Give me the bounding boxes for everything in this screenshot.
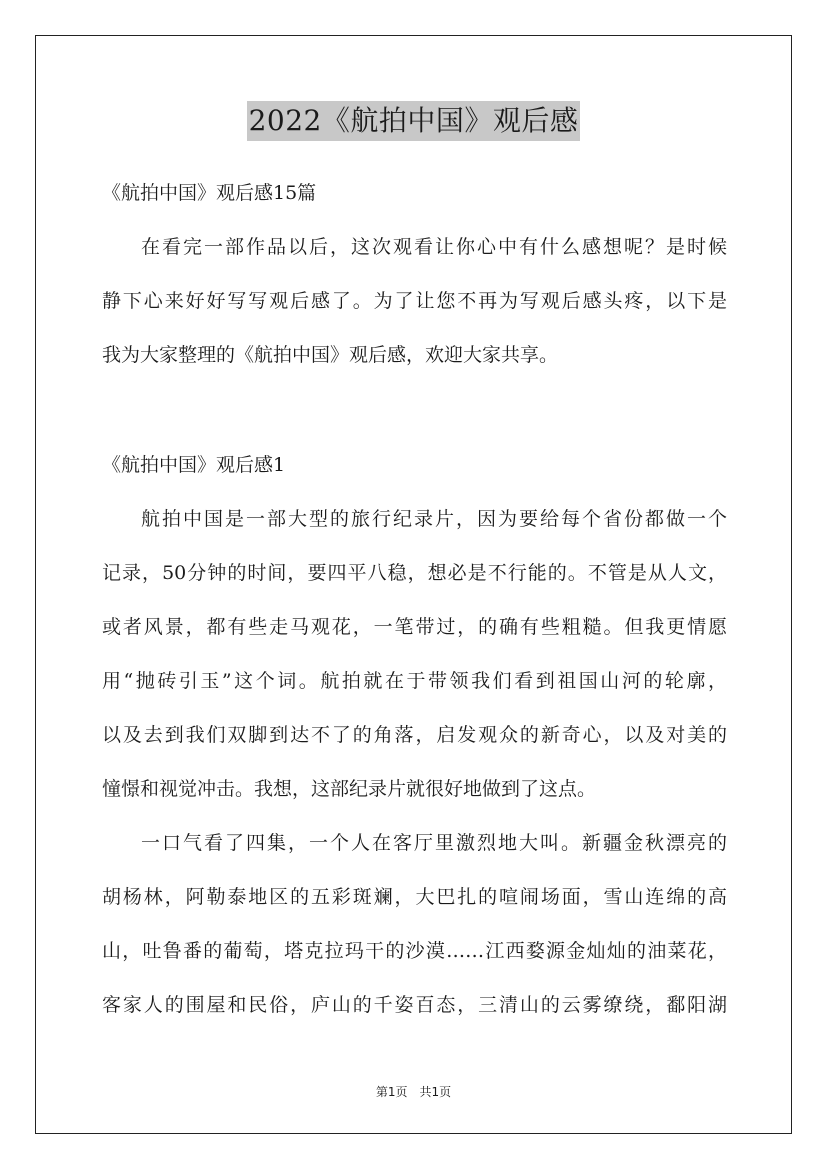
paragraph1-line-3: 或者风景，都有些走马观花，一笔带过，的确有些粗糙。但我更情愿 [102,616,727,638]
paragraph1-line-4: 用“抛砖引玉”这个词。航拍就在于带领我们看到祖国山河的轮廓， [102,670,727,692]
title-wrap [0,101,827,141]
paragraph1-line-1: 航拍中国是一部大型的旅行纪录片，因为要给每个省份都做一个 [141,508,727,530]
paragraph1-line-5: 以及去到我们双脚到达不了的角落，启发观众的新奇心，以及对美的 [102,724,727,746]
intro-line-1: 在看完一部作品以后，这次观看让你心中有什么感想呢？是时候 [141,236,727,258]
paragraph2-line-2: 胡杨林，阿勒泰地区的五彩斑斓，大巴扎的喧闹场面，雪山连绵的高 [102,886,727,908]
intro-line-3: 我为大家整理的《航拍中国》观后感，欢迎大家共享。 [102,344,559,366]
paragraph2-line-3: 山，吐鲁番的葡萄，塔克拉玛干的沙漠……江西婺源金灿灿的油菜花， [102,940,727,962]
document-subtitle: 《航拍中国》观后感15篇 [102,182,317,204]
page-footer: 第1页 共1页 [375,1085,452,1099]
paragraph2-line-4: 客家人的围屋和民俗，庐山的千姿百态，三清山的云雾缭绕，鄱阳湖 [102,994,727,1016]
document-title: 2022《航拍中国》观后感 [247,101,581,141]
section-heading: 《航拍中国》观后感1 [102,454,286,476]
intro-line-2: 静下心来好好写写观后感了。为了让您不再为写观后感头疼，以下是 [102,290,727,312]
paragraph1-line-6: 憧憬和视觉冲击。我想，这部纪录片就很好地做到了这点。 [102,778,597,800]
paragraph1-line-2: 记录，50分钟的时间，要四平八稳，想必是不行能的。不管是从人文， [102,562,727,584]
paragraph2-line-1: 一口气看了四集，一个人在客厅里激烈地大叫。新疆金秋漂亮的 [141,832,727,854]
